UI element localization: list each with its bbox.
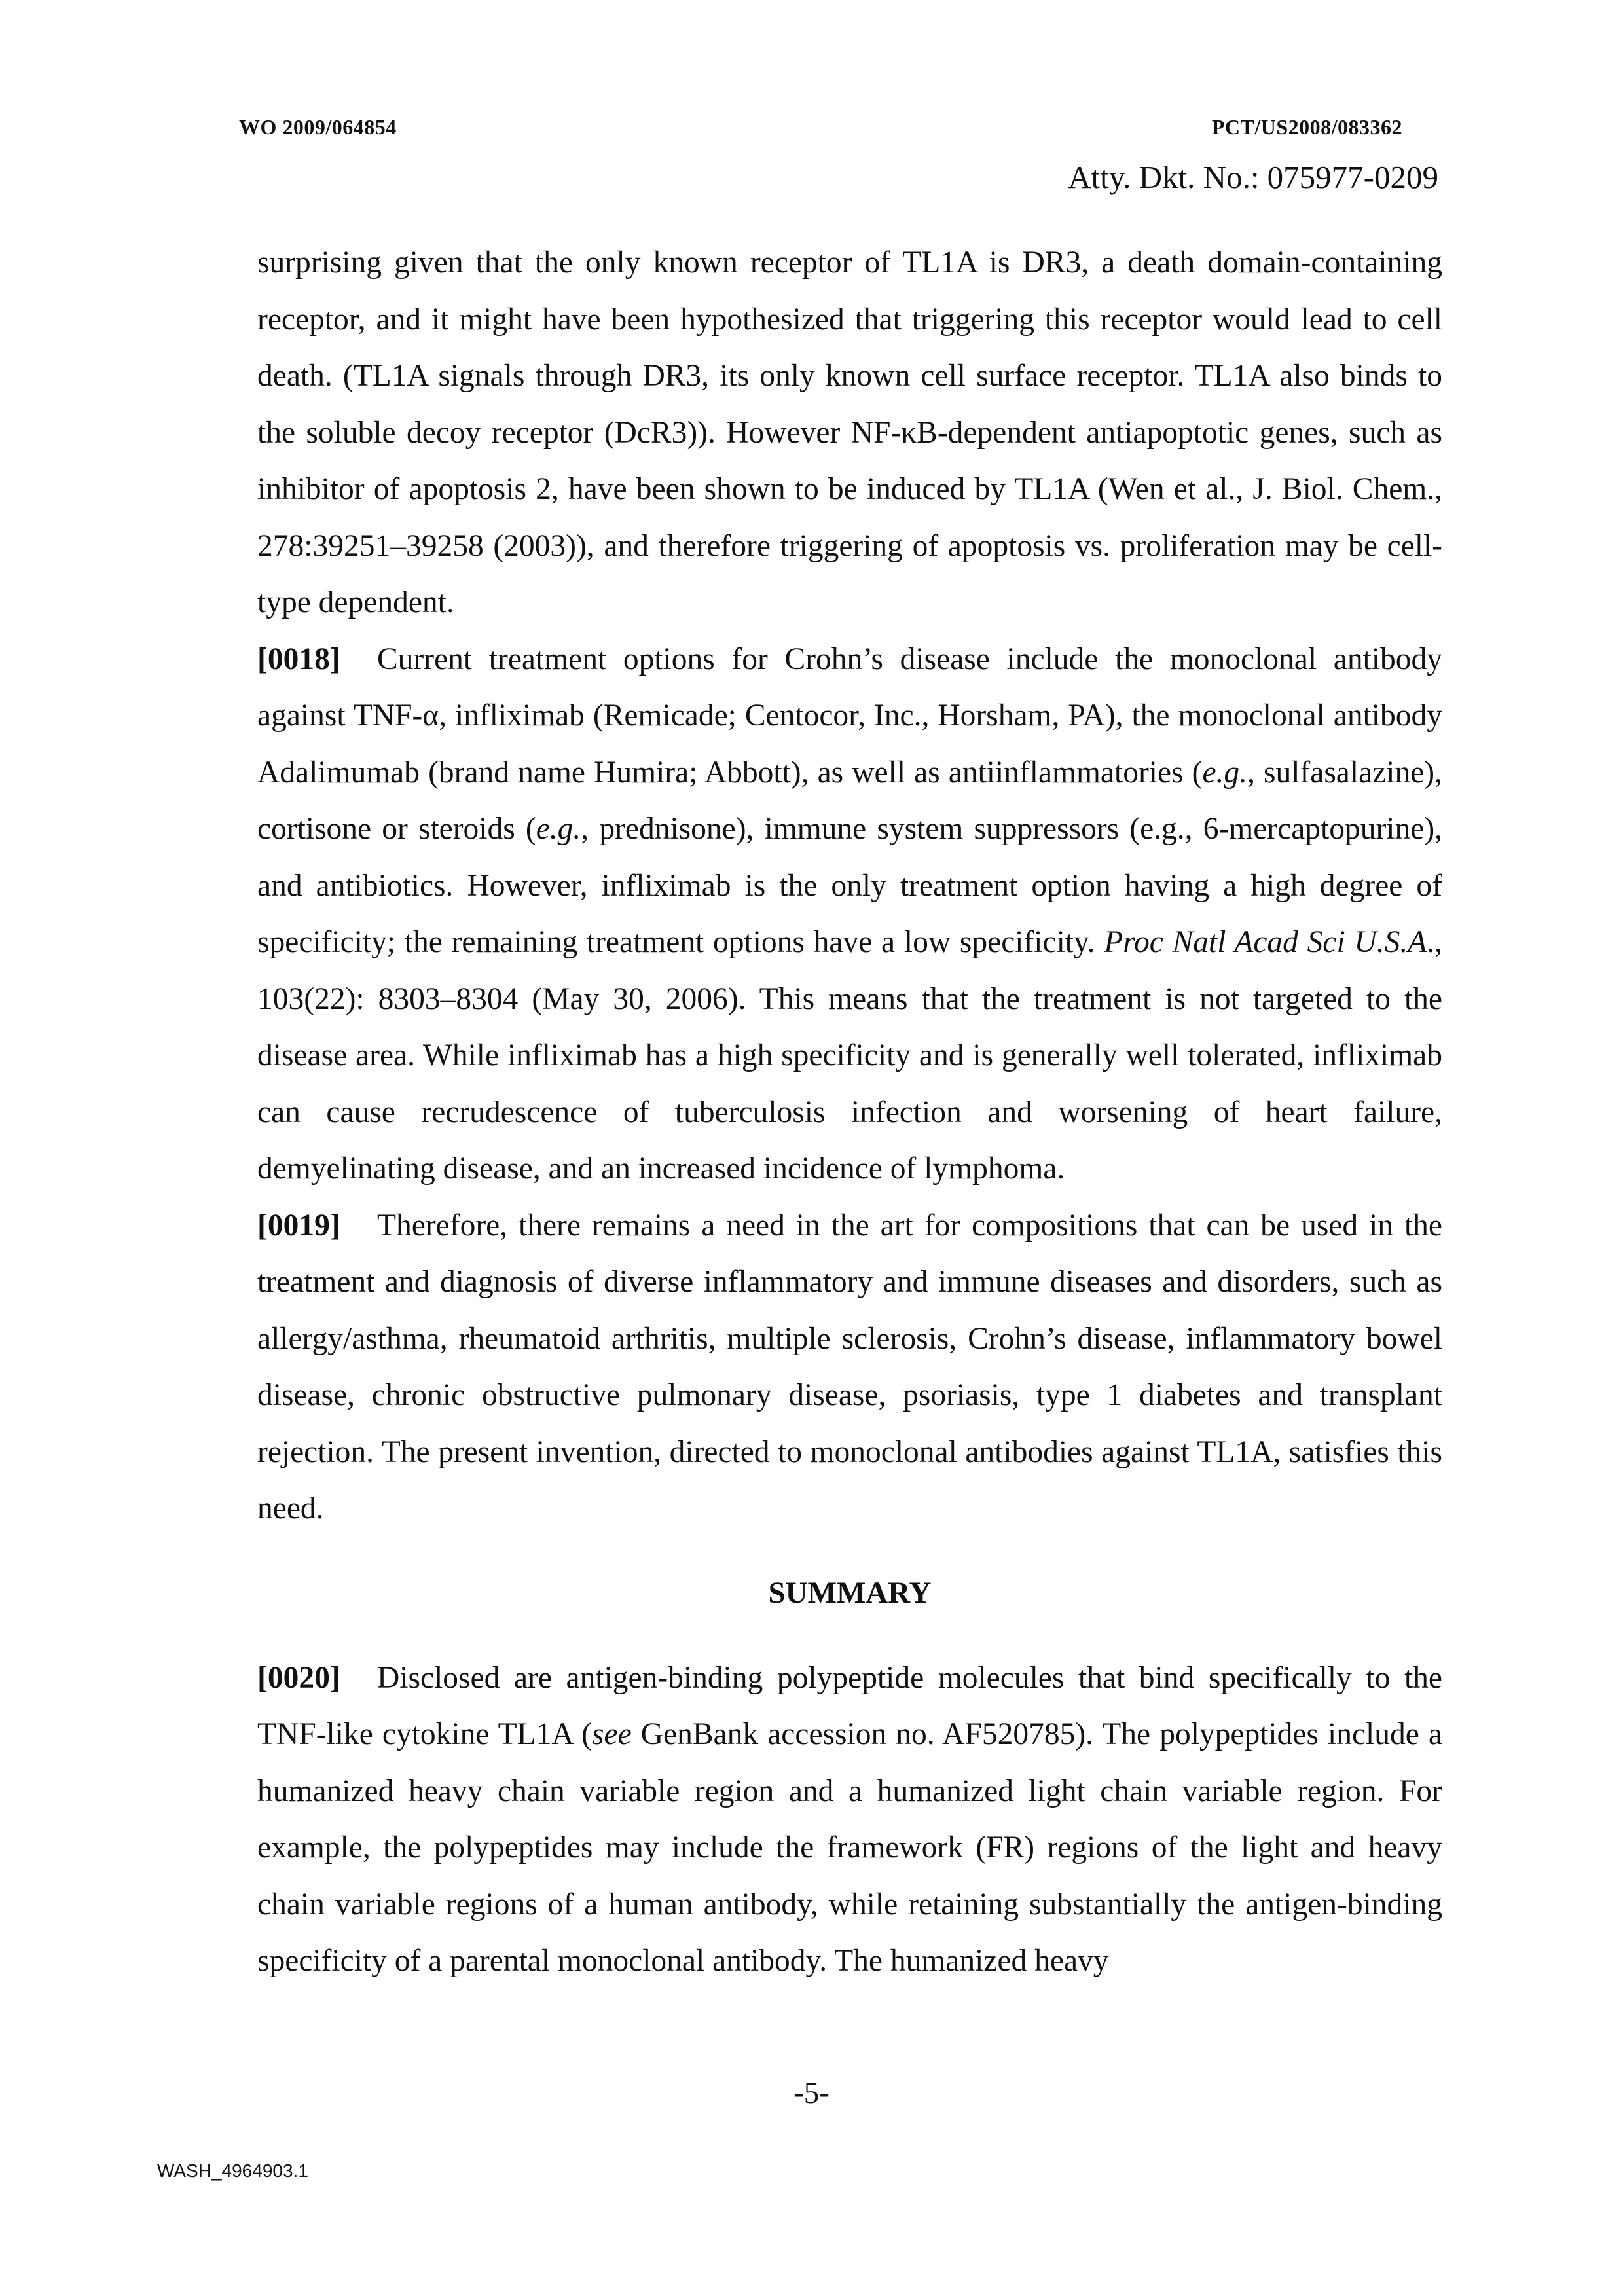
paragraph-number: [0020]: [257, 1660, 340, 1695]
document-footer-id: WASH_4964903.1: [157, 2160, 308, 2181]
paragraph-0018: [257, 631, 1442, 1197]
italic-eg: e.g.: [1202, 755, 1248, 790]
paragraph-text: , sulfasalazine), cortisone or steroids (: [257, 755, 1442, 846]
section-heading-summary: SUMMARY: [768, 1575, 932, 1610]
paragraph-text: Current treatment options for Crohn’s disease include the monoclonal antibody against TNF-α, infliximab (Remicade; Centocor, Inc., Horsham, PA), the monoclonal antibody Adalimumab (brand name Humira; Abbott), as well as antiinflammatories (: [257, 642, 1442, 790]
publication-number: WO 2009/064854: [239, 115, 397, 139]
paragraph-number: [0018]: [257, 642, 340, 676]
paragraph-text: Disclosed are antigen-binding polypeptide molecules that bind specifically to the TNF-like cytokine TL1A (: [257, 1660, 1442, 1751]
paragraph-text: Therefore, there remains a need in the art for compositions that can be used in the treatment and diagnosis of diverse inflammatory and immune diseases and disorders, such as allergy/asthma, rheumatoid arthritis, multiple sclerosis, Crohn’s disease, inflammatory bowel disease, chronic obstructive pulmonary disease, psoriasis, type 1 diabetes and transplant rejection. The present invention, directed to monoclonal antibodies against TL1A, satisfies this need.: [257, 1208, 1442, 1525]
page-number: -5-: [793, 2076, 830, 2110]
document-body: [257, 234, 1442, 1990]
italic-eg: e.g.: [536, 812, 581, 846]
journal-citation: Proc Natl Acad Sci U.S.A: [1104, 925, 1427, 959]
paragraph-0020: [257, 1650, 1442, 1990]
paragraph-0019: [257, 1197, 1442, 1537]
paragraph-continuation: surprising given that the only known receptor of TL1A is DR3, a death domain-containing receptor, and it might have been hypothesized that triggering this receptor would lead to cell death. (TL1A signals through DR3, its only known cell surface receptor. TL1A also binds to the soluble decoy receptor (DcR3)). However NF-κB-dependent antiapoptotic genes, such as inhibitor of apoptosis 2, have been shown to be induced by TL1A (Wen et al., J. Biol. Chem., 278:39251–39258 (2003)), and therefore triggering of apoptosis vs. proliferation may be cell-type dependent.: [257, 246, 1442, 619]
application-number: PCT/US2008/083362: [1211, 115, 1402, 139]
paragraph-number: [0019]: [257, 1208, 340, 1243]
italic-see: see: [592, 1717, 632, 1751]
attorney-docket-number: Atty. Dkt. No.: 075977-0209: [1068, 159, 1438, 195]
paragraph-text: GenBank accession no. AF520785). The polypeptides include a humanized heavy chain variable region and a humanized light chain variable region. For example, the polypeptides may include the framework (FR) regions of the light and heavy chain variable regions of a human antibody, while retaining substantially the antigen-binding specificity of a parental monoclonal antibody. The humanized heavy: [257, 1717, 1442, 1978]
paragraph-text: ., 103(22): 8303–8304 (May 30, 2006). This means that the treatment is not targeted to the disease area. While infliximab has a high specificity and is generally well tolerated, infliximab can cause recrudescence of tuberculosis infection and worsening of heart failure, demyelinating disease, and an increased incidence of lymphoma.: [257, 925, 1442, 1186]
paragraph-text: , prednisone), immune system suppressors (e.g., 6-mercaptopurine), and antibiotics. However, infliximab is the only treatment option having a high degree of specificity; the remaining treatment options have a low specificity.: [257, 812, 1443, 959]
